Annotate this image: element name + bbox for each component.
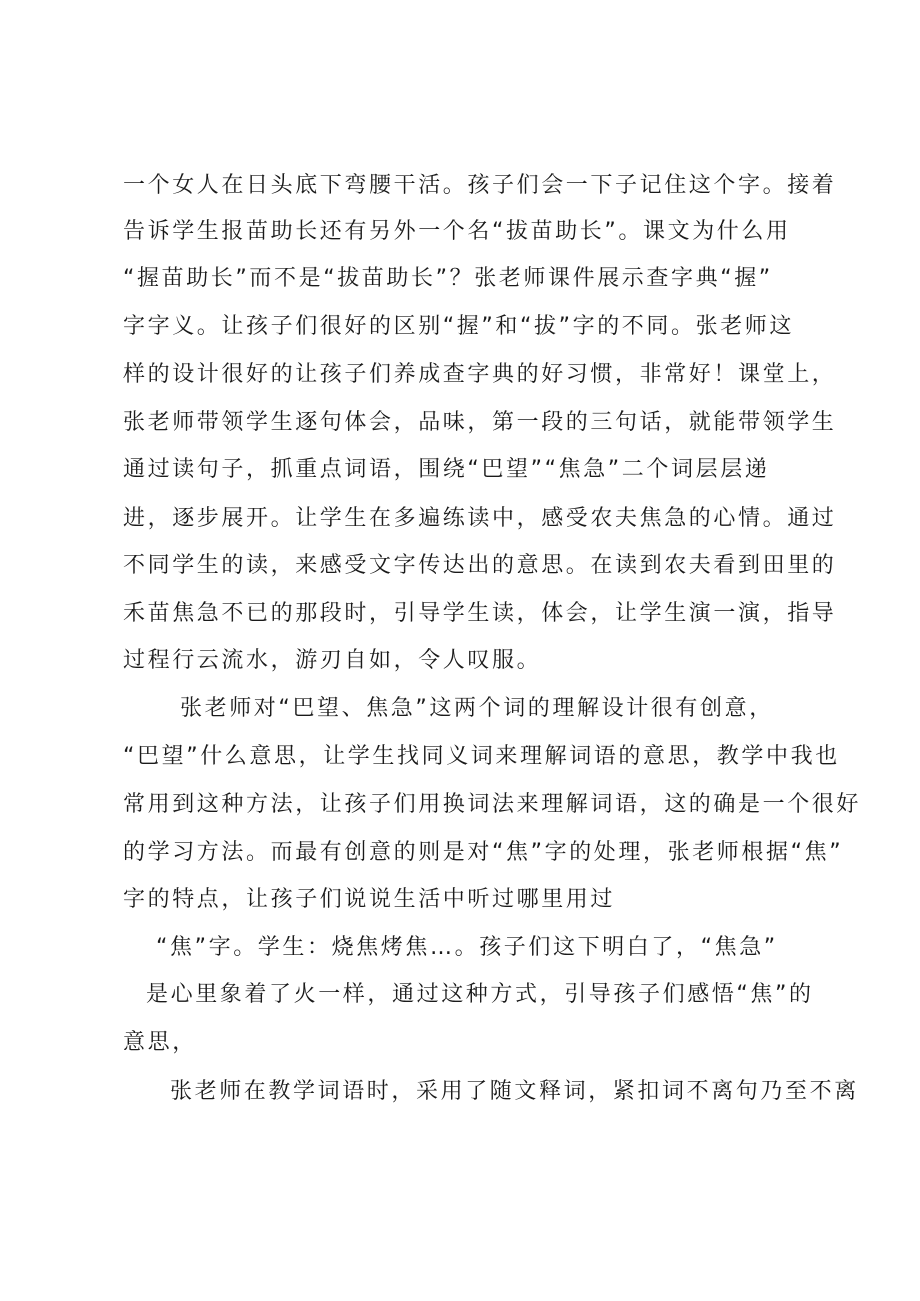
paragraph-line-17: “焦”字。学生：烧焦烤焦…。孩子们这下明白了，“焦急” [156, 935, 778, 960]
paragraph-line-18: 是心里象着了火一样，通过这种方式，引导孩子们感悟“焦”的 [146, 982, 814, 1007]
paragraph-line-12: 张老师对“巴望、焦急”这两个词的理解设计很有创意， [180, 696, 774, 721]
paragraph-line-13: “巴望”什么意思，让学生找同义词来理解词语的意思，教学中我也 [123, 744, 840, 769]
paragraph-line-7: 通过读句子，抓重点词语，围绕“巴望”“焦急”二个词层层递 [123, 457, 770, 482]
paragraph-line-16: 字的特点，让孩子们说说生活中听过哪里用过 [123, 887, 616, 912]
paragraph-line-11: 过程行云流水，游刃自如，令人叹服。 [123, 648, 542, 673]
paragraph-line-19: 意思， [123, 1030, 197, 1055]
paragraph-line-8: 进，逐步展开。让学生在多遍练读中，感受农夫焦急的心情。通过 [123, 506, 837, 531]
paragraph-line-14: 常用到这种方法，让孩子们用换词法来理解词语，这的确是一个很好 [123, 792, 862, 817]
paragraph-line-20: 张老师在教学词语时，采用了随文释词，紧扣词不离句乃至不离 [170, 1079, 859, 1104]
paragraph-line-10: 禾苗焦急不已的那段时，引导学生读，体会，让学生演一演，指导 [123, 601, 837, 626]
paragraph-line-3: “握苗助长”而不是“拔苗助长”？张老师课件展示查字典“握” [123, 266, 773, 291]
paragraph-line-9: 不同学生的读，来感受文字传达出的意思。在读到农夫看到田里的 [123, 553, 837, 578]
paragraph-line-4: 字字义。让孩子们很好的区别“握”和“拔”字的不同。张老师这 [123, 314, 794, 339]
paragraph-line-1: 一个女人在日头底下弯腰干活。孩子们会一下子记住这个字。接着 [123, 173, 837, 198]
paragraph-line-6: 张老师带领学生逐句体会，品味，第一段的三句话，就能带领学生 [123, 410, 837, 435]
paragraph-line-2: 告诉学生报苗助长还有另外一个名“拔苗助长”。课文为什么用 [123, 219, 791, 244]
paragraph-line-15: 的学习方法。而最有创意的则是对“焦”字的处理，张老师根据“焦” [123, 840, 844, 865]
paragraph-line-5: 样的设计很好的让孩子们养成查字典的好习惯，非常好！课堂上， [123, 362, 837, 387]
